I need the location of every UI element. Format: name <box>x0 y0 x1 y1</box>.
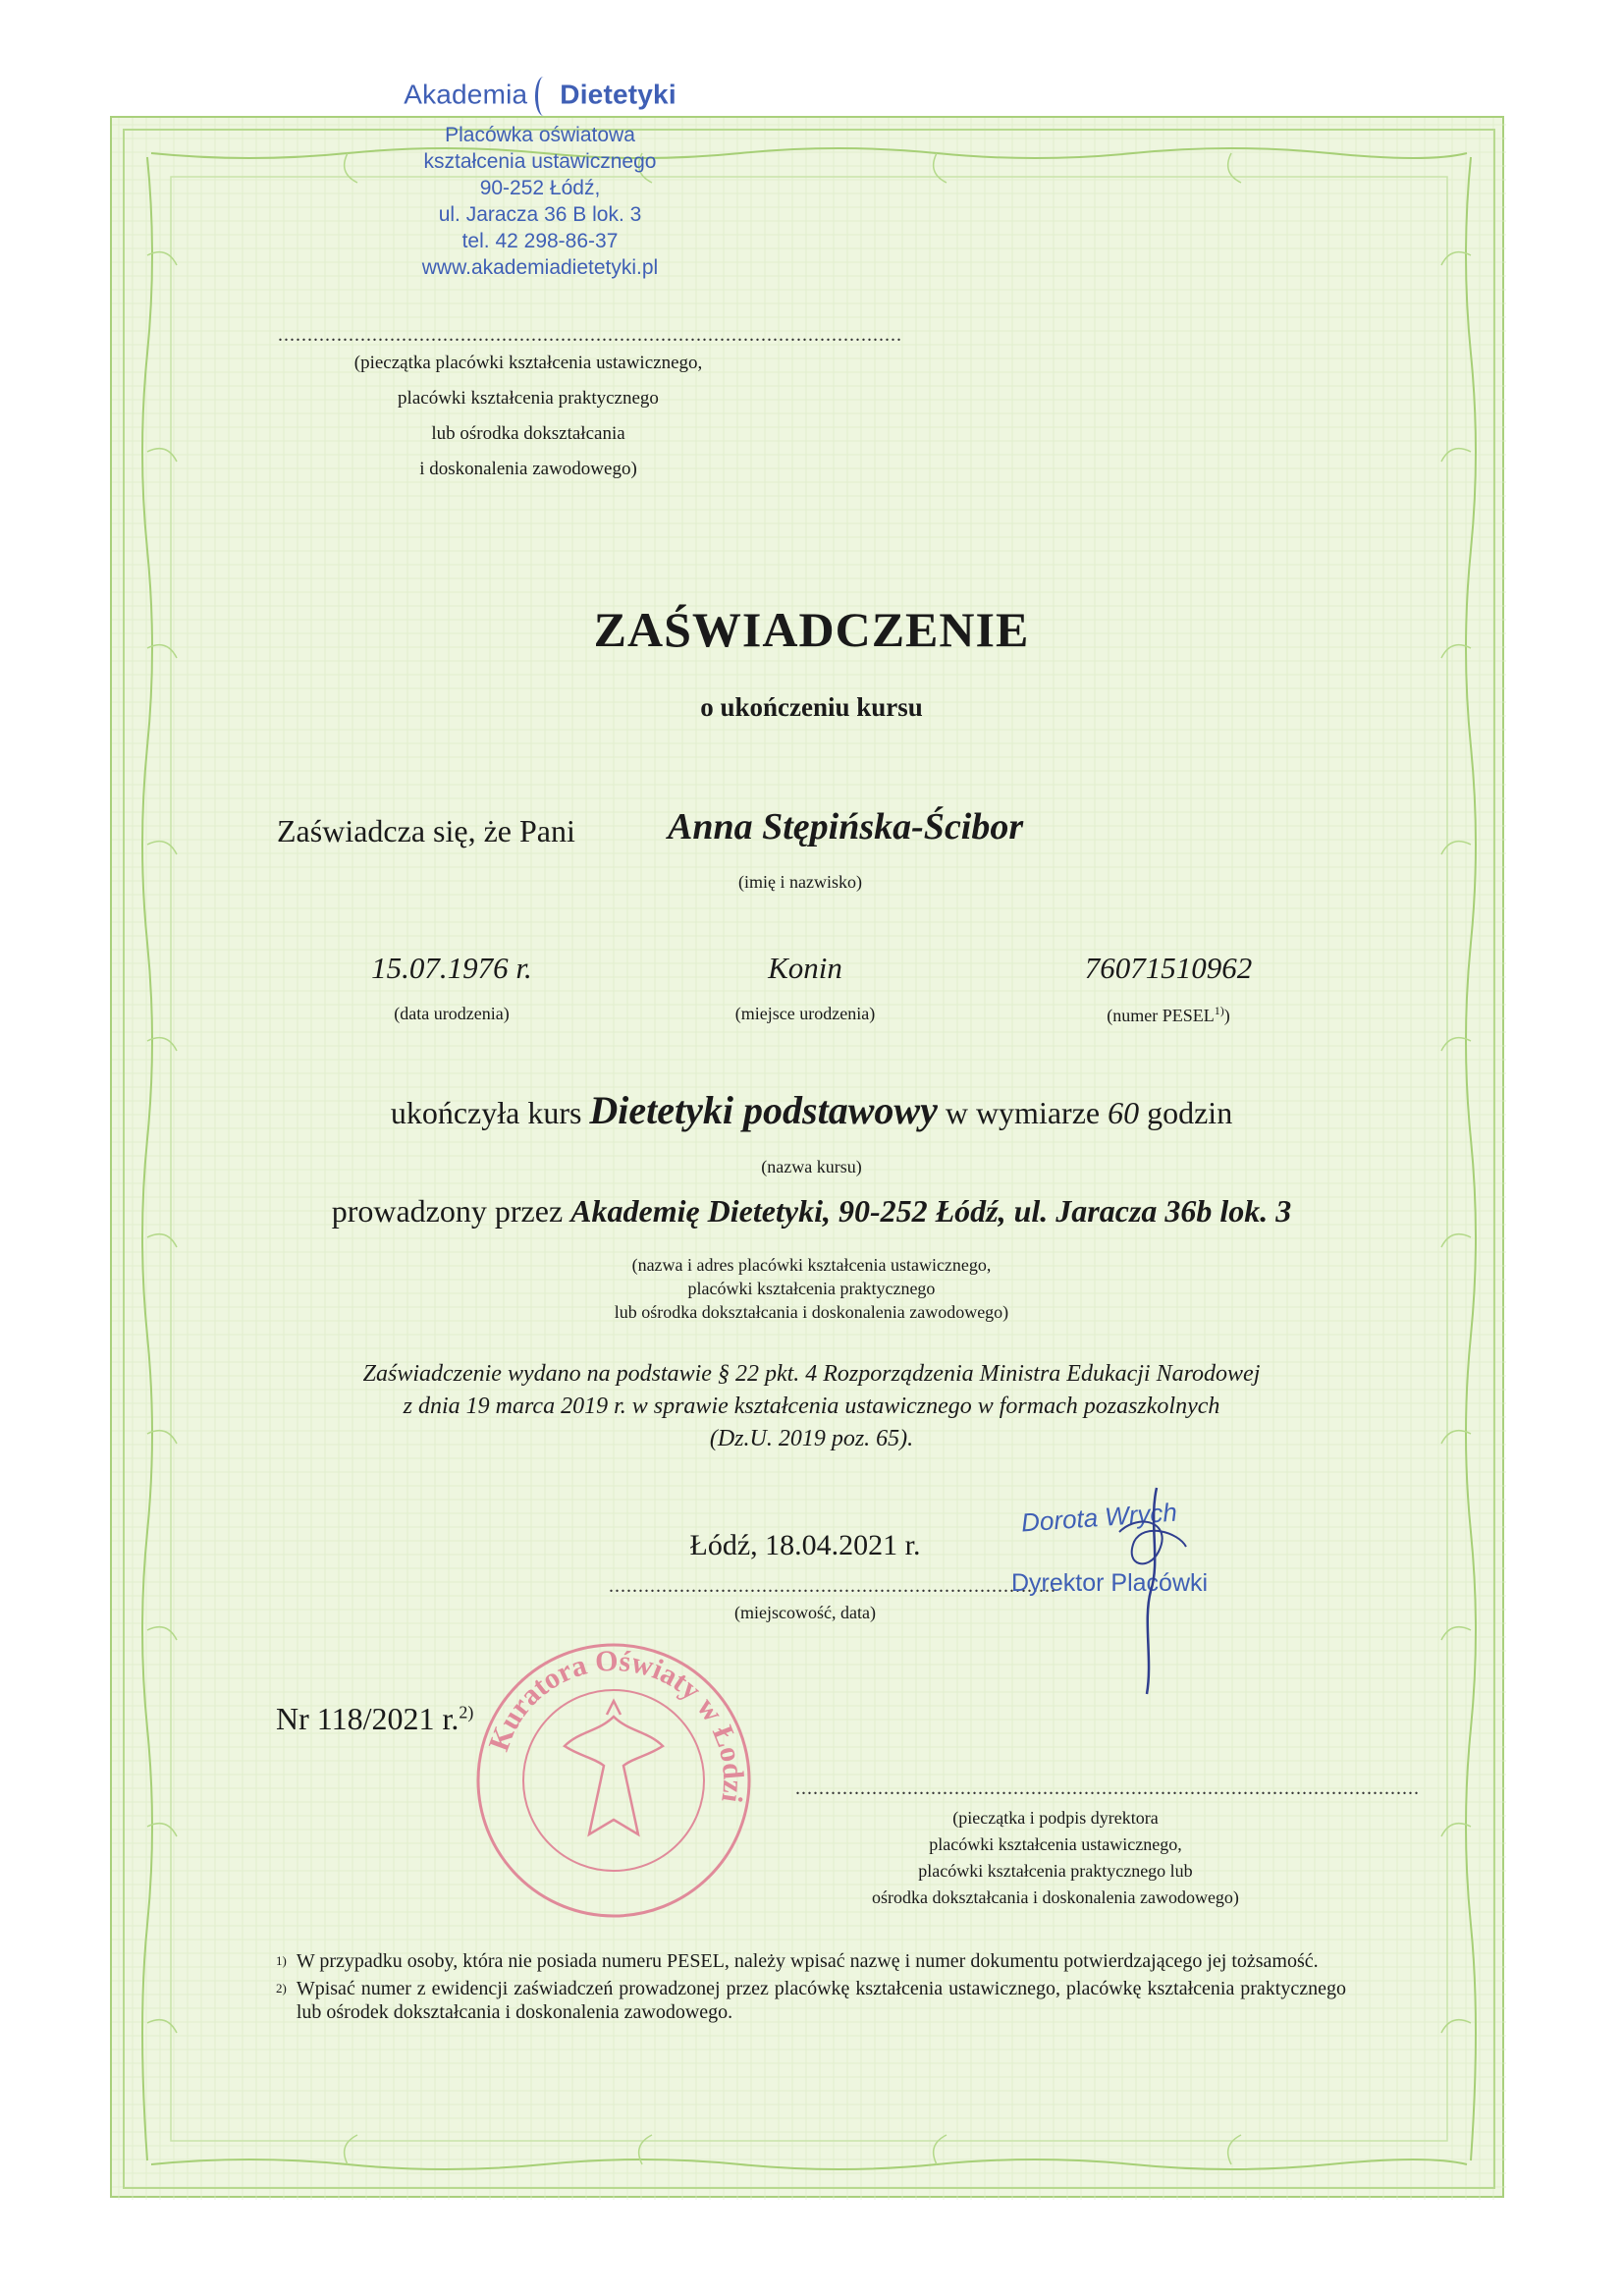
stamp-line: tel. 42 298-86-37 <box>461 230 619 252</box>
caption-line: placówki kształcenia ustawicznego, <box>929 1834 1182 1854</box>
place-date-caption: (miejscowość, data) <box>734 1603 876 1622</box>
place-date: Łódź, 18.04.2021 r. <box>689 1529 921 1561</box>
hours-label: godzin <box>1147 1095 1233 1130</box>
stamp-line: Placówka oświatowa <box>445 124 635 146</box>
person-name: Anna Stępińska-Ścibor <box>668 806 1024 847</box>
document-title: ZAŚWIADCZENIE <box>593 602 1030 657</box>
course-caption: (nazwa kursu) <box>761 1157 862 1176</box>
stamp-line: www.akademiadietetyki.pl <box>421 256 659 279</box>
certifies-label: Zaświadcza się, że Pani <box>277 813 575 848</box>
stamp-brand-right: Dietetyki <box>560 79 676 110</box>
signature-title: Dyrektor Placówki <box>1011 1569 1209 1597</box>
legal-basis <box>0 1358 1623 1455</box>
number-footnote-mark: 2) <box>459 1702 474 1722</box>
certificate-number <box>276 1701 473 1737</box>
seal-eagle-icon <box>471 1638 756 1923</box>
course-name: Dietetyki podstawowy <box>589 1088 938 1132</box>
institution-stamp <box>363 77 717 281</box>
duration-hours: 60 <box>1108 1095 1140 1130</box>
director-dotted-line: .......................................................................................................... <box>795 1777 1420 1799</box>
footnote-2 <box>276 1977 1346 2024</box>
pesel-caption-text: (numer PESEL <box>1107 1006 1215 1025</box>
footnote-mark: 1) <box>276 1953 287 1968</box>
director-caption <box>795 1805 1316 1911</box>
caption-line: (pieczątka i podpis dyrektora <box>952 1808 1159 1828</box>
duration-label: w wymiarze <box>945 1095 1101 1130</box>
official-seal <box>471 1638 756 1923</box>
birth-date-caption: (data urodzenia) <box>394 1004 510 1023</box>
legal-line: Zaświadczenie wydano na podstawie § 22 pkt. 4 Rozporządzenia Ministra Edukacji Narodowej <box>362 1361 1261 1387</box>
pesel-number: 76071510962 <box>1084 951 1253 985</box>
certificate-number-text: Nr 118/2021 r. <box>276 1701 460 1736</box>
signature-name: Dorota Wrych <box>1020 1497 1178 1538</box>
conducted-label: prowadzony przez <box>331 1193 564 1229</box>
legal-line: (Dz.U. 2019 poz. 65). <box>709 1426 914 1451</box>
handwritten-signature-icon <box>1080 1473 1198 1699</box>
footnote-text: W przypadku osoby, która nie posiada numeru PESEL, należy wpisać nazwę i numer dokumentu potwierdzającego jej tożsamość. <box>296 1950 1319 1972</box>
footnotes <box>276 1949 1346 2024</box>
stamp-line: 90-252 Łódź, <box>479 177 601 199</box>
institution-caption <box>0 1253 1623 1324</box>
caption-line: lub ośrodka dokształcania <box>431 423 625 444</box>
institution-name: Akademię Dietetyki, 90-252 Łódź, ul. Jaracza 36b lok. 3 <box>570 1193 1292 1229</box>
completed-label: ukończyła kurs <box>390 1095 582 1130</box>
seal-text: Kuratora Oświaty w Łodzi <box>482 1644 750 1805</box>
caption-line: placówki kształcenia praktycznego lub <box>918 1861 1193 1881</box>
stamp-brand-left: Akademia <box>404 79 528 110</box>
pesel-footnote-mark: 1) <box>1214 1004 1224 1017</box>
stamp-caption <box>278 346 779 487</box>
course-line <box>0 1087 1623 1133</box>
stamp-line: kształcenia ustawicznego <box>423 150 657 173</box>
stamp-brand <box>363 77 717 116</box>
birth-date: 15.07.1976 r. <box>371 951 532 985</box>
caption-line: lub ośrodka dokształcania i doskonalenia zawodowego) <box>614 1302 1009 1322</box>
caption-line: placówki kształcenia praktycznego <box>687 1279 936 1298</box>
director-signature <box>1011 1497 1267 1728</box>
name-caption: (imię i nazwisko) <box>738 872 862 892</box>
footnote-text: Wpisać numer z ewidencji zaświadczeń prowadzonej przez placówkę kształcenia ustawicznego, placówkę kształcenia praktycznego lub ośrodek dokształcania i doskonalenia zawodowego. <box>296 1978 1346 2023</box>
birth-place: Konin <box>768 951 842 985</box>
stamp-line: ul. Jaracza 36 B lok. 3 <box>438 203 642 226</box>
birth-place-caption: (miejsce urodzenia) <box>734 1004 876 1023</box>
place-date-dotted-line: ............................................................................ <box>609 1575 1056 1597</box>
caption-line: ośrodka dokształcania i doskonalenia zawodowego) <box>872 1887 1239 1907</box>
legal-line: z dnia 19 marca 2019 r. w sprawie kształcenia ustawicznego w formach pozaszkolnych <box>403 1394 1220 1419</box>
caption-line: i doskonalenia zawodowego) <box>419 459 637 479</box>
caption-line: (nazwa i adres placówki kształcenia ustawicznego, <box>631 1255 992 1275</box>
document-subtitle: o ukończeniu kursu <box>700 692 923 722</box>
figure-logo-icon <box>535 77 552 116</box>
footnote-mark: 2) <box>276 1981 287 1995</box>
institution-line <box>0 1193 1623 1230</box>
stamp-dotted-line: .......................................................................................................... <box>278 324 902 346</box>
caption-line: placówki kształcenia praktycznego <box>398 388 659 409</box>
pesel-caption: (numer PESEL$^{1)}$) <box>1107 1004 1230 1025</box>
footnote-1 <box>276 1949 1346 1973</box>
caption-line: (pieczątka placówki kształcenia ustawicznego, <box>353 353 703 373</box>
